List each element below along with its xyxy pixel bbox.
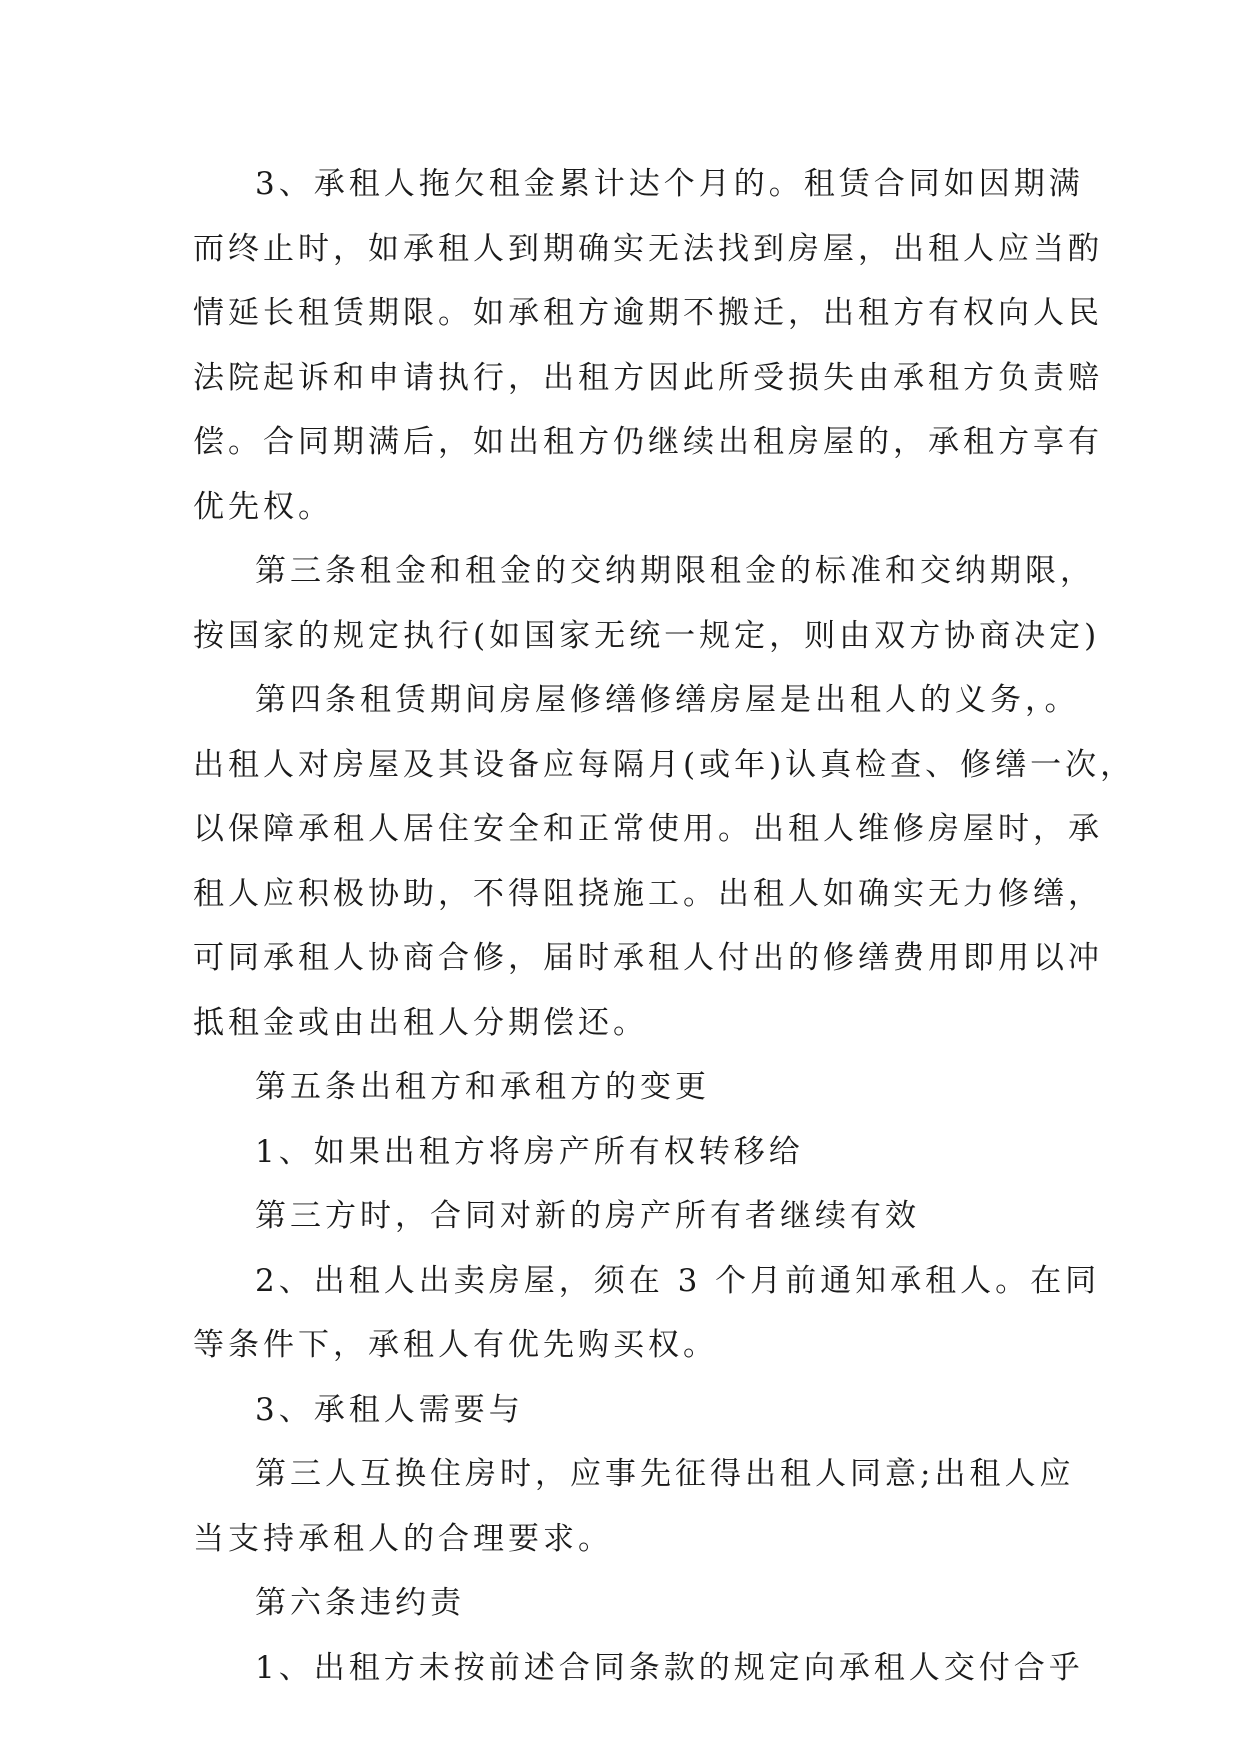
text-line: 第四条租赁期间房屋修缮修缮房屋是出租人的义务，。 [255, 682, 1080, 718]
text-line: 第三方时，合同对新的房产所有者继续有效 [255, 1198, 920, 1234]
text-line: 出租人对房屋及其设备应每隔月(或年)认真检查、修缮一次， [193, 746, 1136, 783]
text-line: 偿。合同期满后，如出租方仍继续出租房屋的，承租方享有 [193, 424, 1103, 460]
text-line: 租人应积极协助，不得阻挠施工。出租人如确实无力修缮， [193, 875, 1103, 912]
text-line: 第三人互换住房时，应事先征得出租人同意;出租人应 [255, 1456, 1075, 1492]
text-line: 情延长租赁期限。如承租方逾期不搬迁，出租方有权向人民 [193, 295, 1103, 331]
text-line: 第三条租金和租金的交纳期限租金的标准和交纳期限， [255, 553, 1095, 589]
text-line: 1、出租方未按前述合同条款的规定向承租人交付合乎 [255, 1649, 1084, 1686]
text-line: 3、承租人拖欠租金累计达个月的。租赁合同如因期满 [255, 166, 1084, 202]
text-line: 法院起诉和申请执行，出租方因此所受损失由承租方负责赔 [193, 359, 1103, 396]
text-line: 3、承租人需要与 [255, 1391, 524, 1428]
text-line: 当支持承租人的合理要求。 [193, 1520, 613, 1557]
document-body [193, 152, 1136, 1700]
text-line: 可同承租人协商合修，届时承租人付出的修缮费用即用以冲 [193, 940, 1103, 976]
text-line: 等条件下，承租人有优先购买权。 [193, 1327, 718, 1363]
text-line: 1、如果出租方将房产所有权转移给 [255, 1133, 804, 1170]
text-line: 按国家的规定执行(如国家无统一规定，则由双方协商决定) [193, 617, 1101, 654]
text-line: 第六条违约责 [255, 1585, 465, 1621]
text-line: 第五条出租方和承租方的变更 [255, 1069, 710, 1105]
text-line: 而终止时，如承租人到期确实无法找到房屋，出租人应当酌 [193, 230, 1103, 267]
text-line: 2、出租人出卖房屋，须在 3 个月前通知承租人。在同 [255, 1262, 1101, 1299]
text-line: 优先权。 [193, 488, 333, 525]
text-line: 抵租金或由出租人分期偿还。 [193, 1004, 648, 1041]
text-line: 以保障承租人居住安全和正常使用。出租人维修房屋时，承 [193, 811, 1103, 847]
